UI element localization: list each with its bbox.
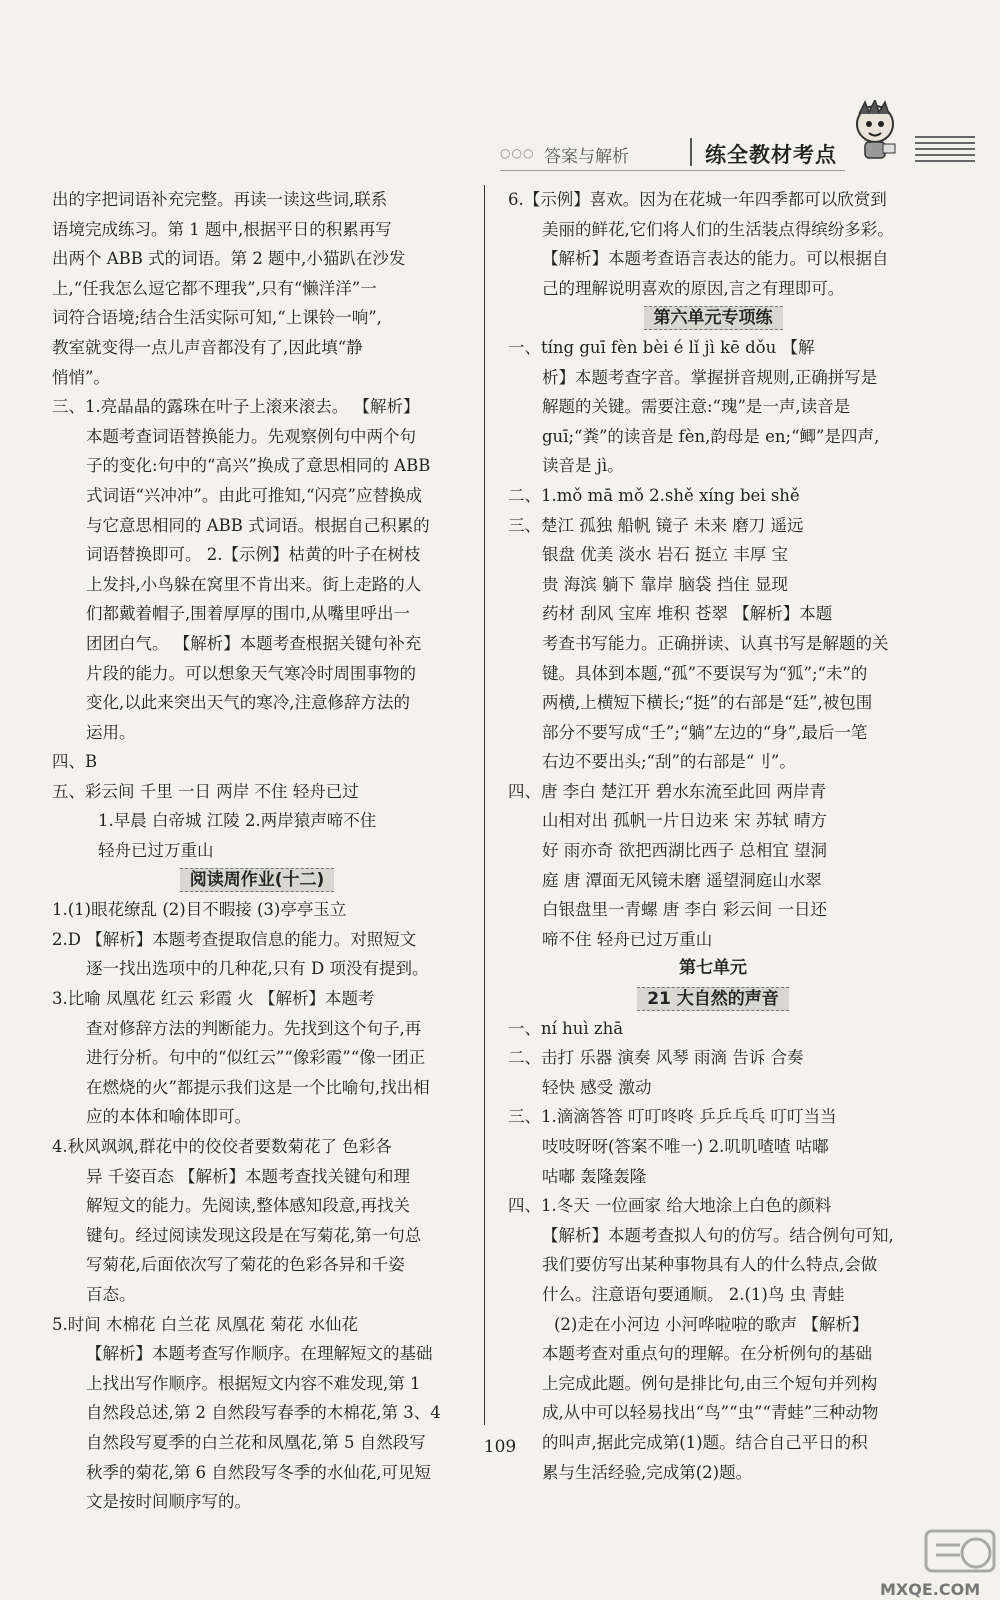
right-column [508, 185, 918, 1487]
text-line: 上,“任我怎么逗它都不理我”,只有“懒洋洋”一 [52, 278, 377, 298]
text-line: 吱吱呀呀(答案不唯一) 2.叽叽喳喳 咕嘟 [542, 1137, 829, 1156]
text-line: 应的本体和喻体即可。 [86, 1107, 251, 1127]
text-line: 五、彩云间 千里 一日 两岸 不住 轻舟已过 [52, 781, 359, 801]
text-line: 语境完成练习。第 1 题中,根据平日的积累再写 [52, 219, 392, 239]
text-line: 异 千姿百态 【解析】本题考查找关键句和理 [86, 1166, 410, 1186]
text-line: 三、1.亮晶晶的露珠在叶子上滚来滚去。 【解析】 [52, 397, 420, 417]
text-line: 出的字把词语补充完整。再读一读这些词,联系 [52, 190, 388, 209]
text-line: 团团白气。 【解析】本题考查根据关键句补充 [86, 633, 422, 653]
watermark-text: MXQE.COM [880, 1580, 981, 1599]
text-line: 成,从中可以轻易找出“鸟”“虫”“青蛙”三种动物 [542, 1403, 879, 1423]
text-line: 子的变化:句中的“高兴”换成了意思相同的 ABB [86, 456, 431, 476]
text-line: 两横,上横短下横长;“挺”的右部是“廷”,被包围 [542, 693, 873, 713]
left-column [52, 185, 462, 1517]
text-line: 们都戴着帽子,围着厚厚的围巾,从嘴里呼出一 [86, 604, 410, 624]
text-line: 片段的能力。可以想象天气寒冷时周围事物的 [86, 663, 416, 683]
text-line: 四、B [52, 752, 98, 772]
text-line: 教室就变得一点儿声音都没有了,因此填“静 [52, 337, 363, 357]
page-number: 109 [483, 1437, 517, 1457]
text-line: 药材 刮风 宝库 堆积 苍翠 【解析】本题 [542, 604, 833, 624]
text-line: 四、唐 李白 楚江开 碧水东流至此回 两岸青 [508, 781, 826, 801]
section-title-text: 第六单元专项练 [644, 306, 783, 330]
text-line: 上完成此题。例句是排比句,由三个短句并列构 [542, 1373, 878, 1393]
text-line: 运用。 [86, 722, 136, 742]
column-divider [484, 185, 485, 1425]
text-line: 山相对出 孤帆一片日边来 宋 苏轼 晴方 [542, 811, 827, 831]
header-rule [500, 170, 845, 171]
text-line: 【解析】本题考查语言表达的能力。可以根据自 [542, 249, 889, 269]
text-line: 与它意思相同的 ABB 式词语。根据自己积累的 [86, 515, 430, 535]
page-header [500, 128, 970, 172]
text-line: 读音是 jì。 [542, 456, 624, 476]
text-line: 美丽的鲜花,它们将人们的生活装点得缤纷多彩。 [542, 219, 894, 239]
text-line: 词语替换即可。 2.【示例】枯黄的叶子在树枝 [86, 545, 421, 565]
text-line: 悄悄”。 [52, 367, 110, 387]
text-line: 轻舟已过万重山 [98, 841, 214, 861]
text-line: 词符合语境;结合生活实际可知,“上课铃一响”, [52, 308, 382, 328]
text-line: 咕嘟 轰隆轰隆 [542, 1166, 647, 1186]
text-line: 出两个 ABB 式的词语。第 2 题中,小猫趴在沙发 [52, 249, 406, 269]
text-line: 文是按时间顺序写的。 [86, 1492, 251, 1512]
unit-title: 第七单元 [679, 958, 747, 979]
header-separator [690, 138, 692, 166]
header-dots-decoration: ○○○ [500, 146, 535, 160]
text-line: 一、ní huì zhā [508, 1018, 624, 1038]
text-line: 【解析】本题考查拟人句的仿写。结合例句可知, [542, 1225, 894, 1245]
cartoon-mascot-icon [845, 100, 905, 164]
text-line: 进行分析。句中的“似红云”“像彩霞”“像一团正 [86, 1048, 426, 1068]
header-right-title: 练全教材考点 [705, 143, 837, 167]
text-line: 部分不要写成“壬”;“躺”左边的“身”,最后一笔 [542, 722, 868, 742]
header-left-label: 答案与解析 [544, 147, 629, 167]
text-line: 析】本题考查字音。掌握拼音规则,正确拼写是 [542, 367, 878, 387]
header-lines-decoration [915, 136, 975, 166]
text-line: 什么。注意语句要通顺。 2.(1)鸟 虫 青蛙 [542, 1284, 845, 1304]
text-line: 1.早晨 白帝城 江陵 2.两岸猿声啼不住 [98, 811, 377, 831]
text-line: 上找出写作顺序。根据短文内容不难发现,第 1 [86, 1373, 421, 1393]
text-line: 白银盘里一青螺 唐 李白 彩云间 一日还 [542, 900, 827, 920]
text-line: 右边不要出头;“刮”的右部是“刂”。 [542, 752, 796, 772]
text-line: 贵 海滨 躺下 靠岸 脑袋 挡住 显现 [542, 574, 788, 594]
text-line: 4.秋风飒飒,群花中的佼佼者要数菊花了 色彩各 [52, 1137, 392, 1156]
text-line: 我们要仿写出某种事物具有人的什么特点,会做 [542, 1255, 878, 1275]
text-line: 自然段总述,第 2 自然段写春季的木棉花,第 3、4 [86, 1403, 441, 1423]
section-title [52, 866, 462, 896]
text-line: 己的理解说明喜欢的原因,言之有理即可。 [542, 278, 845, 298]
text-line: 二、击打 乐器 演奏 风琴 雨滴 告诉 合奏 [508, 1048, 804, 1068]
text-line: 1.(1)眼花缭乱 (2)目不暇接 (3)亭亭玉立 [52, 900, 347, 920]
text-line: 逐一找出选项中的几种花,只有 D 项没有提到。 [86, 959, 429, 979]
text-line: 二、1.mǒ mā mǒ 2.shě xíng bei shě [508, 485, 800, 505]
text-line: 三、楚江 孤独 船帆 镜子 未来 磨刀 遥远 [508, 515, 804, 535]
text-line: 的叫声,据此完成第(1)题。结合自己平日的积 [542, 1432, 868, 1452]
section-title-text: 21 大自然的声音 [637, 987, 789, 1011]
text-line: 庭 唐 潭面无风镜未磨 遥望洞庭山水翠 [542, 870, 822, 890]
text-line: 查对修辞方法的判断能力。先找到这个句子,再 [86, 1018, 422, 1038]
text-line: 四、1.冬天 一位画家 给大地涂上白色的颜料 [508, 1196, 832, 1216]
text-line: 三、1.滴滴答答 叮叮咚咚 乒乒乓乓 叮叮当当 [508, 1107, 837, 1127]
text-line: 6.【示例】喜欢。因为在花城一年四季都可以欣赏到 [508, 190, 887, 209]
text-line: 秋季的菊花,第 6 自然段写冬季的水仙花,可见短 [86, 1462, 431, 1482]
text-line: 解题的关键。需要注意:“瑰”是一声,读音是 [542, 397, 851, 417]
text-line: 上发抖,小鸟躲在窝里不肯出来。街上走路的人 [86, 574, 422, 594]
text-line: 好 雨亦奇 欲把西湖比西子 总相宜 望洞 [542, 841, 827, 861]
text-line: 考查书写能力。正确拼读、认真书写是解题的关 [542, 633, 889, 653]
text-line: 一、tíng guī fèn bèi é lǐ jì kē dǒu 【解 [508, 337, 815, 357]
section-title [508, 303, 918, 333]
text-line: 自然段写夏季的白兰花和凤凰花,第 5 自然段写 [86, 1432, 426, 1452]
section-title [508, 984, 918, 1014]
text-line: (2)走在小河边 小河哗啦啦的歌声 【解析】 [554, 1314, 869, 1334]
text-line: 累与生活经验,完成第(2)题。 [542, 1462, 753, 1482]
text-line: 2.D 【解析】本题考查提取信息的能力。对照短文 [52, 929, 417, 949]
text-line: guī;“粪”的读音是 fèn,韵母是 en;“鲫”是四声, [542, 426, 880, 446]
text-line: 5.时间 木棉花 白兰花 凤凰花 菊花 水仙花 [52, 1314, 358, 1334]
text-line: 百态。 [86, 1284, 136, 1304]
text-line: 式词语“兴冲冲”。由此可推知,“闪亮”应替换成 [86, 485, 422, 505]
text-line: 轻快 感受 激动 [542, 1077, 652, 1097]
text-line: 本题考查词语替换能力。先观察例句中两个句 [86, 426, 416, 446]
section-title-text: 阅读周作业(十二) [180, 868, 335, 892]
text-line: 银盘 优美 淡水 岩石 挺立 丰厚 宝 [542, 545, 788, 565]
text-line: 啼不住 轻舟已过万重山 [542, 929, 713, 949]
text-line: 【解析】本题考查写作顺序。在理解短文的基础 [86, 1344, 433, 1364]
text-line: 写菊花,后面依次写了菊花的色彩各异和千姿 [86, 1255, 405, 1275]
text-line: 键。具体到本题,“孤”不要误写为“狐”;“未”的 [542, 663, 868, 683]
text-line: 键句。经过阅读发现这段是在写菊花,第一句总 [86, 1225, 422, 1245]
text-line: 解短文的能力。先阅读,整体感知段意,再找关 [86, 1196, 410, 1216]
text-line: 在燃烧的火”都提示我们这是一个比喻句,找出相 [86, 1077, 430, 1097]
text-line: 变化,以此来突出天气的寒冷,注意修辞方法的 [86, 693, 410, 713]
text-line: 3.比喻 凤凰花 红云 彩霞 火 【解析】本题考 [52, 989, 375, 1009]
text-line: 本题考查对重点句的理解。在分析例句的基础 [542, 1344, 872, 1364]
